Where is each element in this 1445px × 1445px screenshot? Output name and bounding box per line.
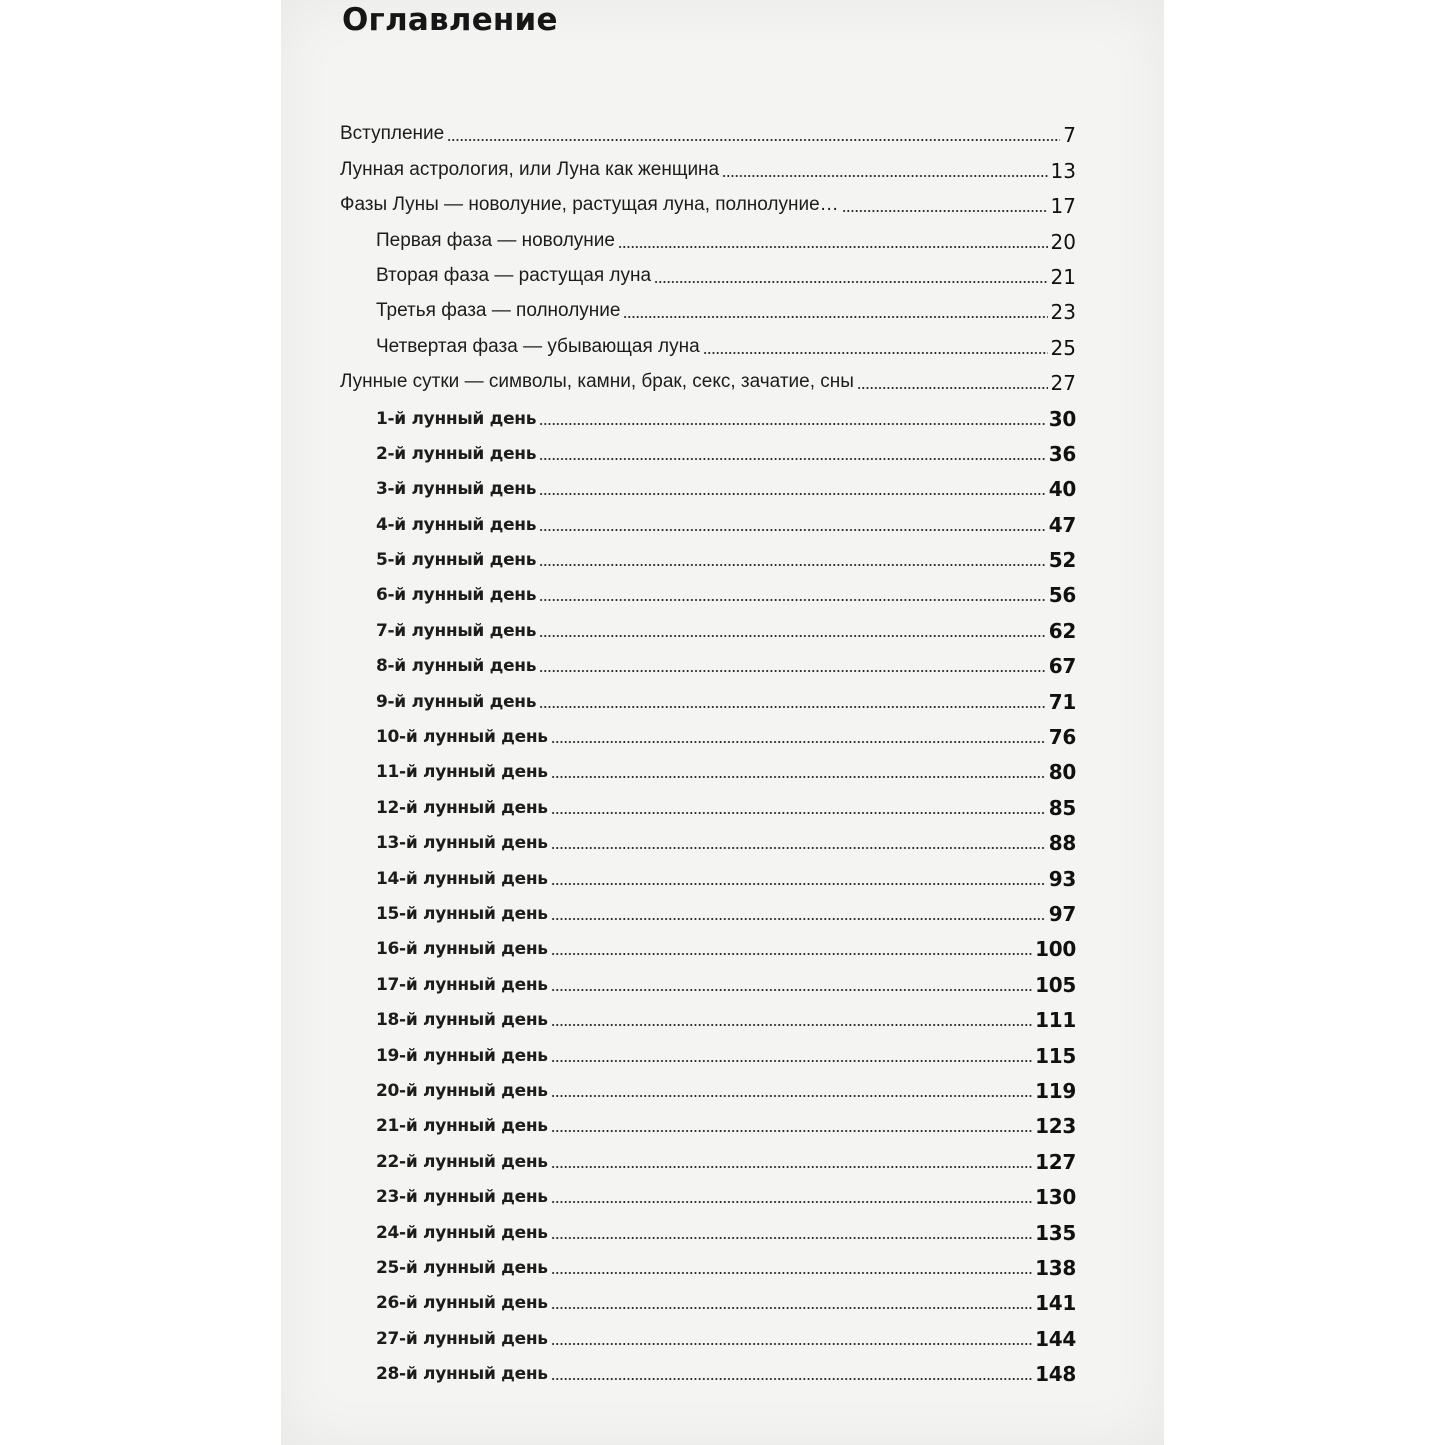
table-of-contents [281, 112, 1164, 1386]
toc-entry-label: 9-й лунный день [376, 691, 537, 712]
toc-entry[interactable] [340, 360, 1076, 395]
toc-entry-page-number: 138 [1035, 1255, 1076, 1280]
toc-entry-page-number: 119 [1035, 1078, 1076, 1103]
toc-entry-label: Вступление [340, 123, 445, 145]
toc-entry-page-number: 115 [1035, 1043, 1076, 1068]
toc-entry-label: 11-й лунный день [376, 762, 548, 783]
book-page [281, 0, 1164, 1445]
toc-entry-label: 12-й лунный день [376, 797, 548, 818]
toc-entry-page-number: 20 [1050, 229, 1076, 254]
toc-entry-page-number: 47 [1048, 512, 1076, 537]
toc-entry[interactable] [376, 466, 1076, 501]
toc-entry[interactable] [376, 395, 1076, 430]
toc-entry-label: 20-й лунный день [376, 1080, 548, 1101]
toc-entry-page-number: 123 [1035, 1114, 1076, 1139]
toc-entry-label: 5-й лунный день [376, 550, 537, 571]
toc-entry-label: Лунная астрология, или Луна как женщина [340, 158, 720, 180]
toc-entry-page-number: 71 [1048, 689, 1076, 714]
dot-leader [618, 246, 1048, 248]
toc-entry[interactable] [376, 749, 1076, 784]
toc-entry-page-number: 93 [1048, 866, 1076, 891]
toc-entry-label: Вторая фаза — растущая луна [376, 264, 652, 286]
toc-entry[interactable] [340, 183, 1076, 218]
dot-leader [551, 1095, 1032, 1097]
toc-entry[interactable] [376, 1138, 1076, 1173]
toc-entry-page-number: 13 [1050, 158, 1076, 183]
toc-entry-label: 18-й лунный день [376, 1010, 548, 1031]
toc-entry-page-number: 7 [1063, 123, 1076, 148]
toc-entry[interactable] [376, 784, 1076, 819]
toc-entry-label: 23-й лунный день [376, 1187, 548, 1208]
toc-entry-page-number: 76 [1048, 725, 1076, 750]
dot-leader [551, 1343, 1032, 1345]
toc-entry-page-number: 148 [1035, 1362, 1076, 1387]
dot-leader [551, 918, 1046, 920]
toc-entry[interactable] [376, 324, 1076, 359]
toc-entry-page-number: 30 [1048, 406, 1076, 431]
dot-leader [539, 458, 1046, 460]
toc-entry-page-number: 27 [1050, 371, 1076, 396]
toc-entry-page-number: 88 [1048, 831, 1076, 856]
dot-leader [447, 139, 1060, 141]
toc-entry-page-number: 23 [1050, 300, 1076, 325]
toc-entry-page-number: 67 [1048, 654, 1076, 679]
dot-leader [539, 670, 1046, 672]
toc-entry-page-number: 80 [1048, 760, 1076, 785]
toc-entry[interactable] [376, 678, 1076, 713]
dot-leader [551, 989, 1032, 991]
toc-entry[interactable] [376, 607, 1076, 642]
dot-leader [623, 316, 1047, 318]
toc-entry-label: 27-й лунный день [376, 1328, 548, 1349]
toc-entry[interactable] [376, 643, 1076, 678]
toc-entry[interactable] [376, 537, 1076, 572]
toc-entry-label: Лунные сутки — символы, камни, брак, секс, зачатие, сны [340, 371, 854, 393]
dot-leader [842, 210, 1048, 212]
toc-entry-label: 2-й лунный день [376, 443, 537, 464]
toc-entry-label: 13-й лунный день [376, 833, 548, 854]
toc-entry-label: 24-й лунный день [376, 1222, 548, 1243]
toc-entry[interactable] [376, 1032, 1076, 1067]
dot-leader [551, 883, 1046, 885]
toc-entry-label: 1-й лунный день [376, 408, 537, 429]
toc-entry[interactable] [376, 1351, 1076, 1386]
toc-entry-label: 8-й лунный день [376, 656, 537, 677]
toc-entry-page-number: 100 [1035, 937, 1076, 962]
toc-entry[interactable] [376, 1209, 1076, 1244]
toc-entry[interactable] [376, 431, 1076, 466]
dot-leader [551, 1307, 1032, 1309]
toc-entry[interactable] [376, 289, 1076, 324]
toc-entry-label: 19-й лунный день [376, 1045, 548, 1066]
toc-entry-label: 4-й лунный день [376, 514, 537, 535]
dot-leader [551, 1024, 1032, 1026]
toc-entry-page-number: 130 [1035, 1185, 1076, 1210]
toc-entry[interactable] [376, 997, 1076, 1032]
dot-leader [539, 564, 1046, 566]
dot-leader [551, 741, 1046, 743]
toc-entry-page-number: 40 [1048, 477, 1076, 502]
toc-entry-page-number: 111 [1035, 1008, 1076, 1033]
dot-leader [722, 175, 1047, 177]
dot-leader [654, 281, 1047, 283]
toc-entry-page-number: 144 [1035, 1326, 1076, 1351]
toc-entry-label: 22-й лунный день [376, 1151, 548, 1172]
toc-entry[interactable] [340, 112, 1076, 147]
toc-entry[interactable] [376, 1174, 1076, 1209]
toc-entry-label: Третья фаза — полнолуние [376, 300, 621, 322]
toc-entry-page-number: 85 [1048, 795, 1076, 820]
dot-leader [857, 387, 1048, 389]
dot-leader [551, 1166, 1032, 1168]
toc-entry[interactable] [376, 1315, 1076, 1350]
dot-leader [551, 953, 1032, 955]
toc-entry-page-number: 135 [1035, 1220, 1076, 1245]
toc-entry[interactable] [376, 1068, 1076, 1103]
toc-entry-page-number: 127 [1035, 1149, 1076, 1174]
dot-leader [551, 1201, 1032, 1203]
toc-entry-page-number: 36 [1048, 441, 1076, 466]
toc-entry-label: 10-й лунный день [376, 727, 548, 748]
dot-leader [539, 529, 1046, 531]
toc-entry-label: 17-й лунный день [376, 974, 548, 995]
toc-entry[interactable] [376, 714, 1076, 749]
toc-entry-label: 21-й лунный день [376, 1116, 548, 1137]
toc-entry-label: Четвертая фаза — убывающая луна [376, 335, 700, 357]
toc-entry-label: 26-й лунный день [376, 1293, 548, 1314]
toc-entry[interactable] [376, 501, 1076, 536]
toc-entry[interactable] [376, 1103, 1076, 1138]
toc-entry-label: 3-й лунный день [376, 479, 537, 500]
dot-leader [551, 1237, 1032, 1239]
dot-leader [539, 599, 1046, 601]
dot-leader [539, 635, 1046, 637]
dot-leader [551, 812, 1046, 814]
toc-entry-page-number: 56 [1048, 583, 1076, 608]
toc-entry-page-number: 52 [1048, 548, 1076, 573]
dot-leader [551, 1060, 1032, 1062]
toc-entry[interactable] [376, 1245, 1076, 1280]
dot-leader [539, 423, 1046, 425]
toc-entry[interactable] [340, 147, 1076, 182]
toc-entry-label: 16-й лунный день [376, 939, 548, 960]
page-title: Оглавление [342, 2, 558, 38]
toc-entry-label: 28-й лунный день [376, 1364, 548, 1385]
toc-entry[interactable] [376, 254, 1076, 289]
toc-entry-page-number: 62 [1048, 618, 1076, 643]
dot-leader [551, 1130, 1032, 1132]
dot-leader [551, 1272, 1032, 1274]
dot-leader [539, 493, 1046, 495]
dot-leader [551, 1378, 1032, 1380]
toc-entry[interactable] [376, 891, 1076, 926]
toc-entry[interactable] [376, 820, 1076, 855]
toc-entry-label: 7-й лунный день [376, 620, 537, 641]
toc-entry-label: 14-й лунный день [376, 868, 548, 889]
toc-entry[interactable] [376, 926, 1076, 961]
toc-entry[interactable] [376, 218, 1076, 253]
toc-entry-label: 6-й лунный день [376, 585, 537, 606]
toc-entry[interactable] [376, 572, 1076, 607]
toc-entry-page-number: 21 [1050, 264, 1076, 289]
dot-leader [703, 352, 1048, 354]
toc-entry[interactable] [376, 1280, 1076, 1315]
toc-entry-label: Первая фаза — новолуние [376, 229, 615, 251]
toc-entry-page-number: 25 [1050, 335, 1076, 360]
toc-entry[interactable] [376, 855, 1076, 890]
toc-entry-page-number: 141 [1035, 1291, 1076, 1316]
toc-entry-label: 25-й лунный день [376, 1257, 548, 1278]
toc-entry-page-number: 17 [1050, 194, 1076, 219]
toc-entry-page-number: 97 [1048, 901, 1076, 926]
dot-leader [551, 776, 1046, 778]
dot-leader [539, 706, 1046, 708]
dot-leader [551, 847, 1046, 849]
toc-entry-page-number: 105 [1035, 972, 1076, 997]
toc-entry-label: Фазы Луны — новолуние, растущая луна, полнолуние… [340, 194, 839, 216]
toc-entry-label: 15-й лунный день [376, 903, 548, 924]
toc-entry[interactable] [376, 961, 1076, 996]
